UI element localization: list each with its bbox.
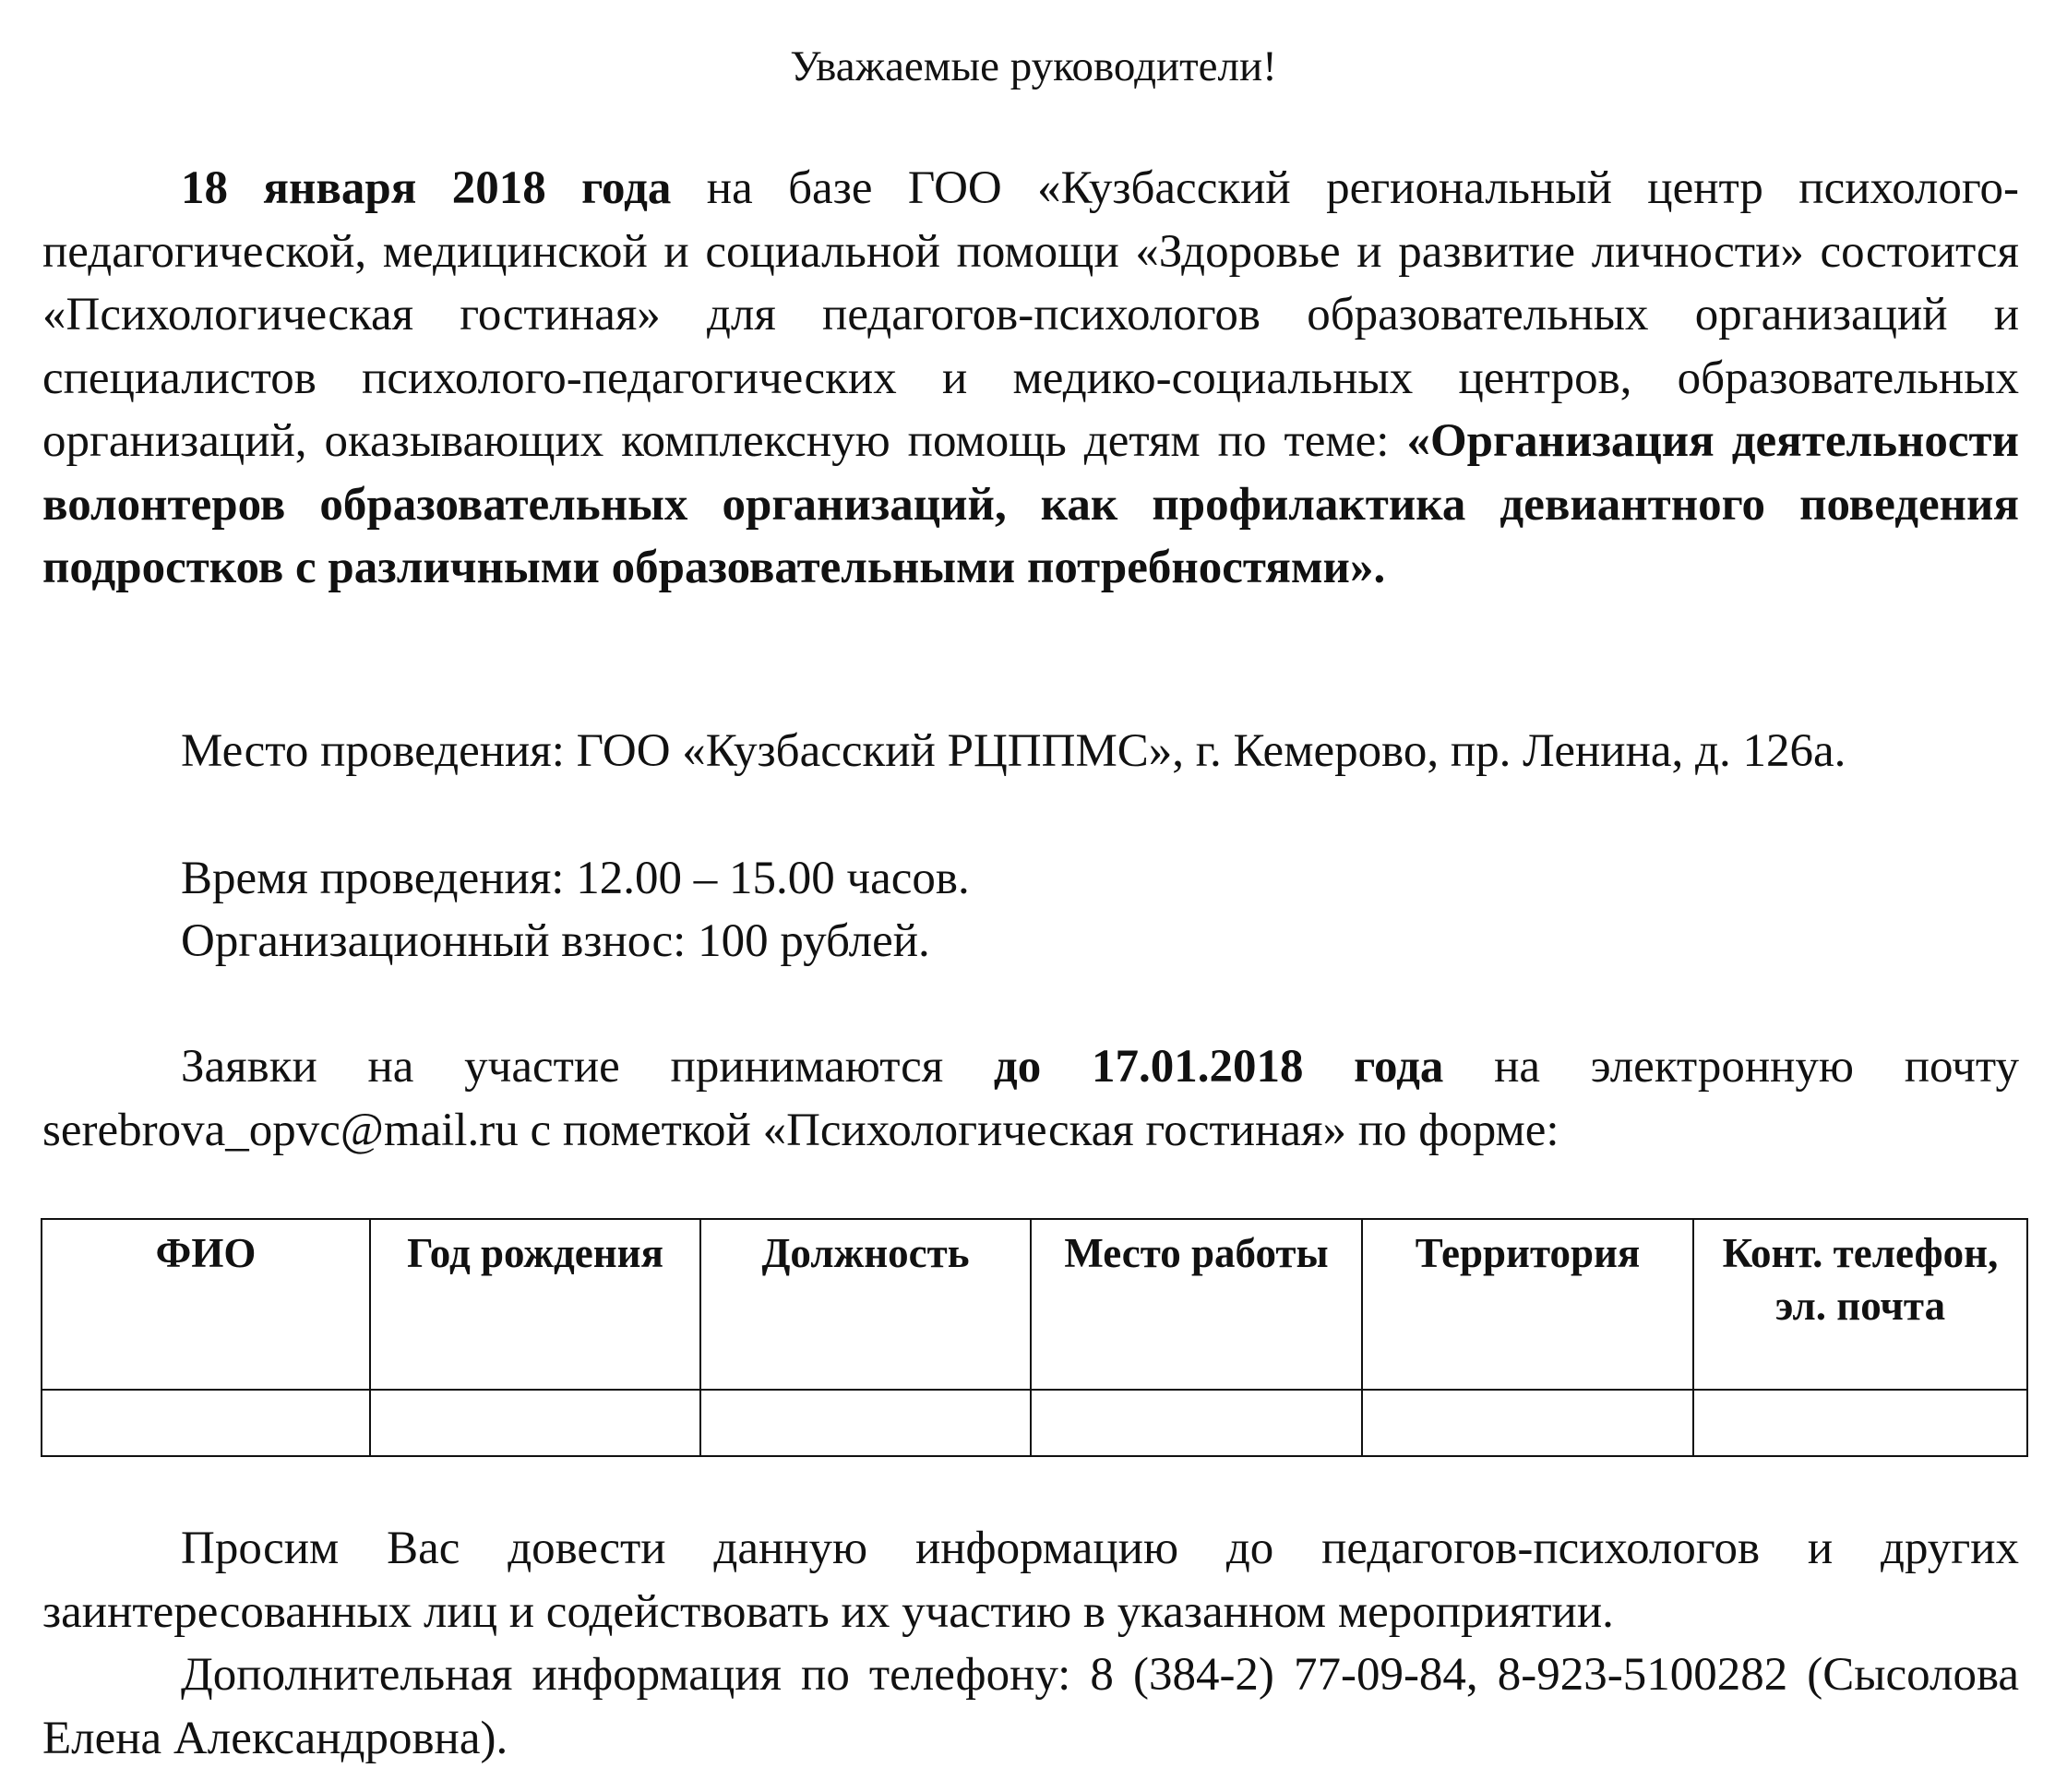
request-paragraph: Просим Вас довести данную информацию до педагогов-психологов и других заинтересованных лиц и содействовать их участию в указанном мероприятии.: [42, 1523, 2019, 1638]
table-header-row: [42, 1219, 2027, 1390]
salutation: Уважаемые руководители!: [790, 42, 1277, 90]
time-line: Время проведения: 12.00 – 15.00 часов.: [181, 853, 970, 904]
event-date: 18 января 2018 года: [181, 162, 672, 214]
column-header-territory: Территория: [1362, 1219, 1693, 1390]
application-form-table: [41, 1218, 2028, 1457]
applications-deadline: до 17.01.2018 года: [993, 1041, 1444, 1093]
column-header-fio: ФИО: [42, 1219, 370, 1390]
table-cell: [42, 1390, 370, 1456]
intro-text: на базе ГОО «Кузбасский региональный центр психолого-педагогической, медицинской и социальной помощи «Здоровье и развитие личности» состоится «Психологическая гостиная» для педагогов-психологов образовательных организаций и специалистов психолого-педагогических и медико-социальных центров, образовательных организаций, оказывающих комплексную помощь детям по теме:: [42, 162, 2019, 467]
table-cell: [1362, 1390, 1693, 1456]
event-topic: «Организация деятельности волонтеров образовательных организаций, как профилактика девиантного поведения подростков с различными образовательными потребностями».: [42, 415, 2019, 593]
table-cell: [370, 1390, 700, 1456]
table-cell: [1693, 1390, 2027, 1456]
fee-line: Организационный взнос: 100 рублей.: [181, 915, 930, 967]
column-header-birth-year: Год рождения: [370, 1219, 700, 1390]
column-header-position: Должность: [700, 1219, 1031, 1390]
applications-before: Заявки на участие принимаются: [181, 1041, 994, 1093]
table-row: [42, 1390, 2027, 1456]
venue-line: Место проведения: ГОО «Кузбасский РЦППМС», г. Кемерово, пр. Ленина, д. 126а.: [181, 725, 1846, 777]
applications-paragraph: [42, 1035, 2019, 1162]
contact-paragraph: Дополнительная информация по телефону: 8 (384-2) 77-09-84, 8-923-5100282 (Сысолова Елена Александровна).: [42, 1649, 2019, 1764]
table-cell: [700, 1390, 1031, 1456]
column-header-workplace: Место работы: [1031, 1219, 1362, 1390]
table-cell: [1031, 1390, 1362, 1456]
applications-after: на электронную почту serebrova_opvc@mail.ru с пометкой «Психологическая гостиная» по форме:: [42, 1041, 2019, 1156]
column-header-contacts: Конт. телефон, эл. почта: [1693, 1219, 2027, 1390]
intro-paragraph: [42, 157, 2019, 600]
